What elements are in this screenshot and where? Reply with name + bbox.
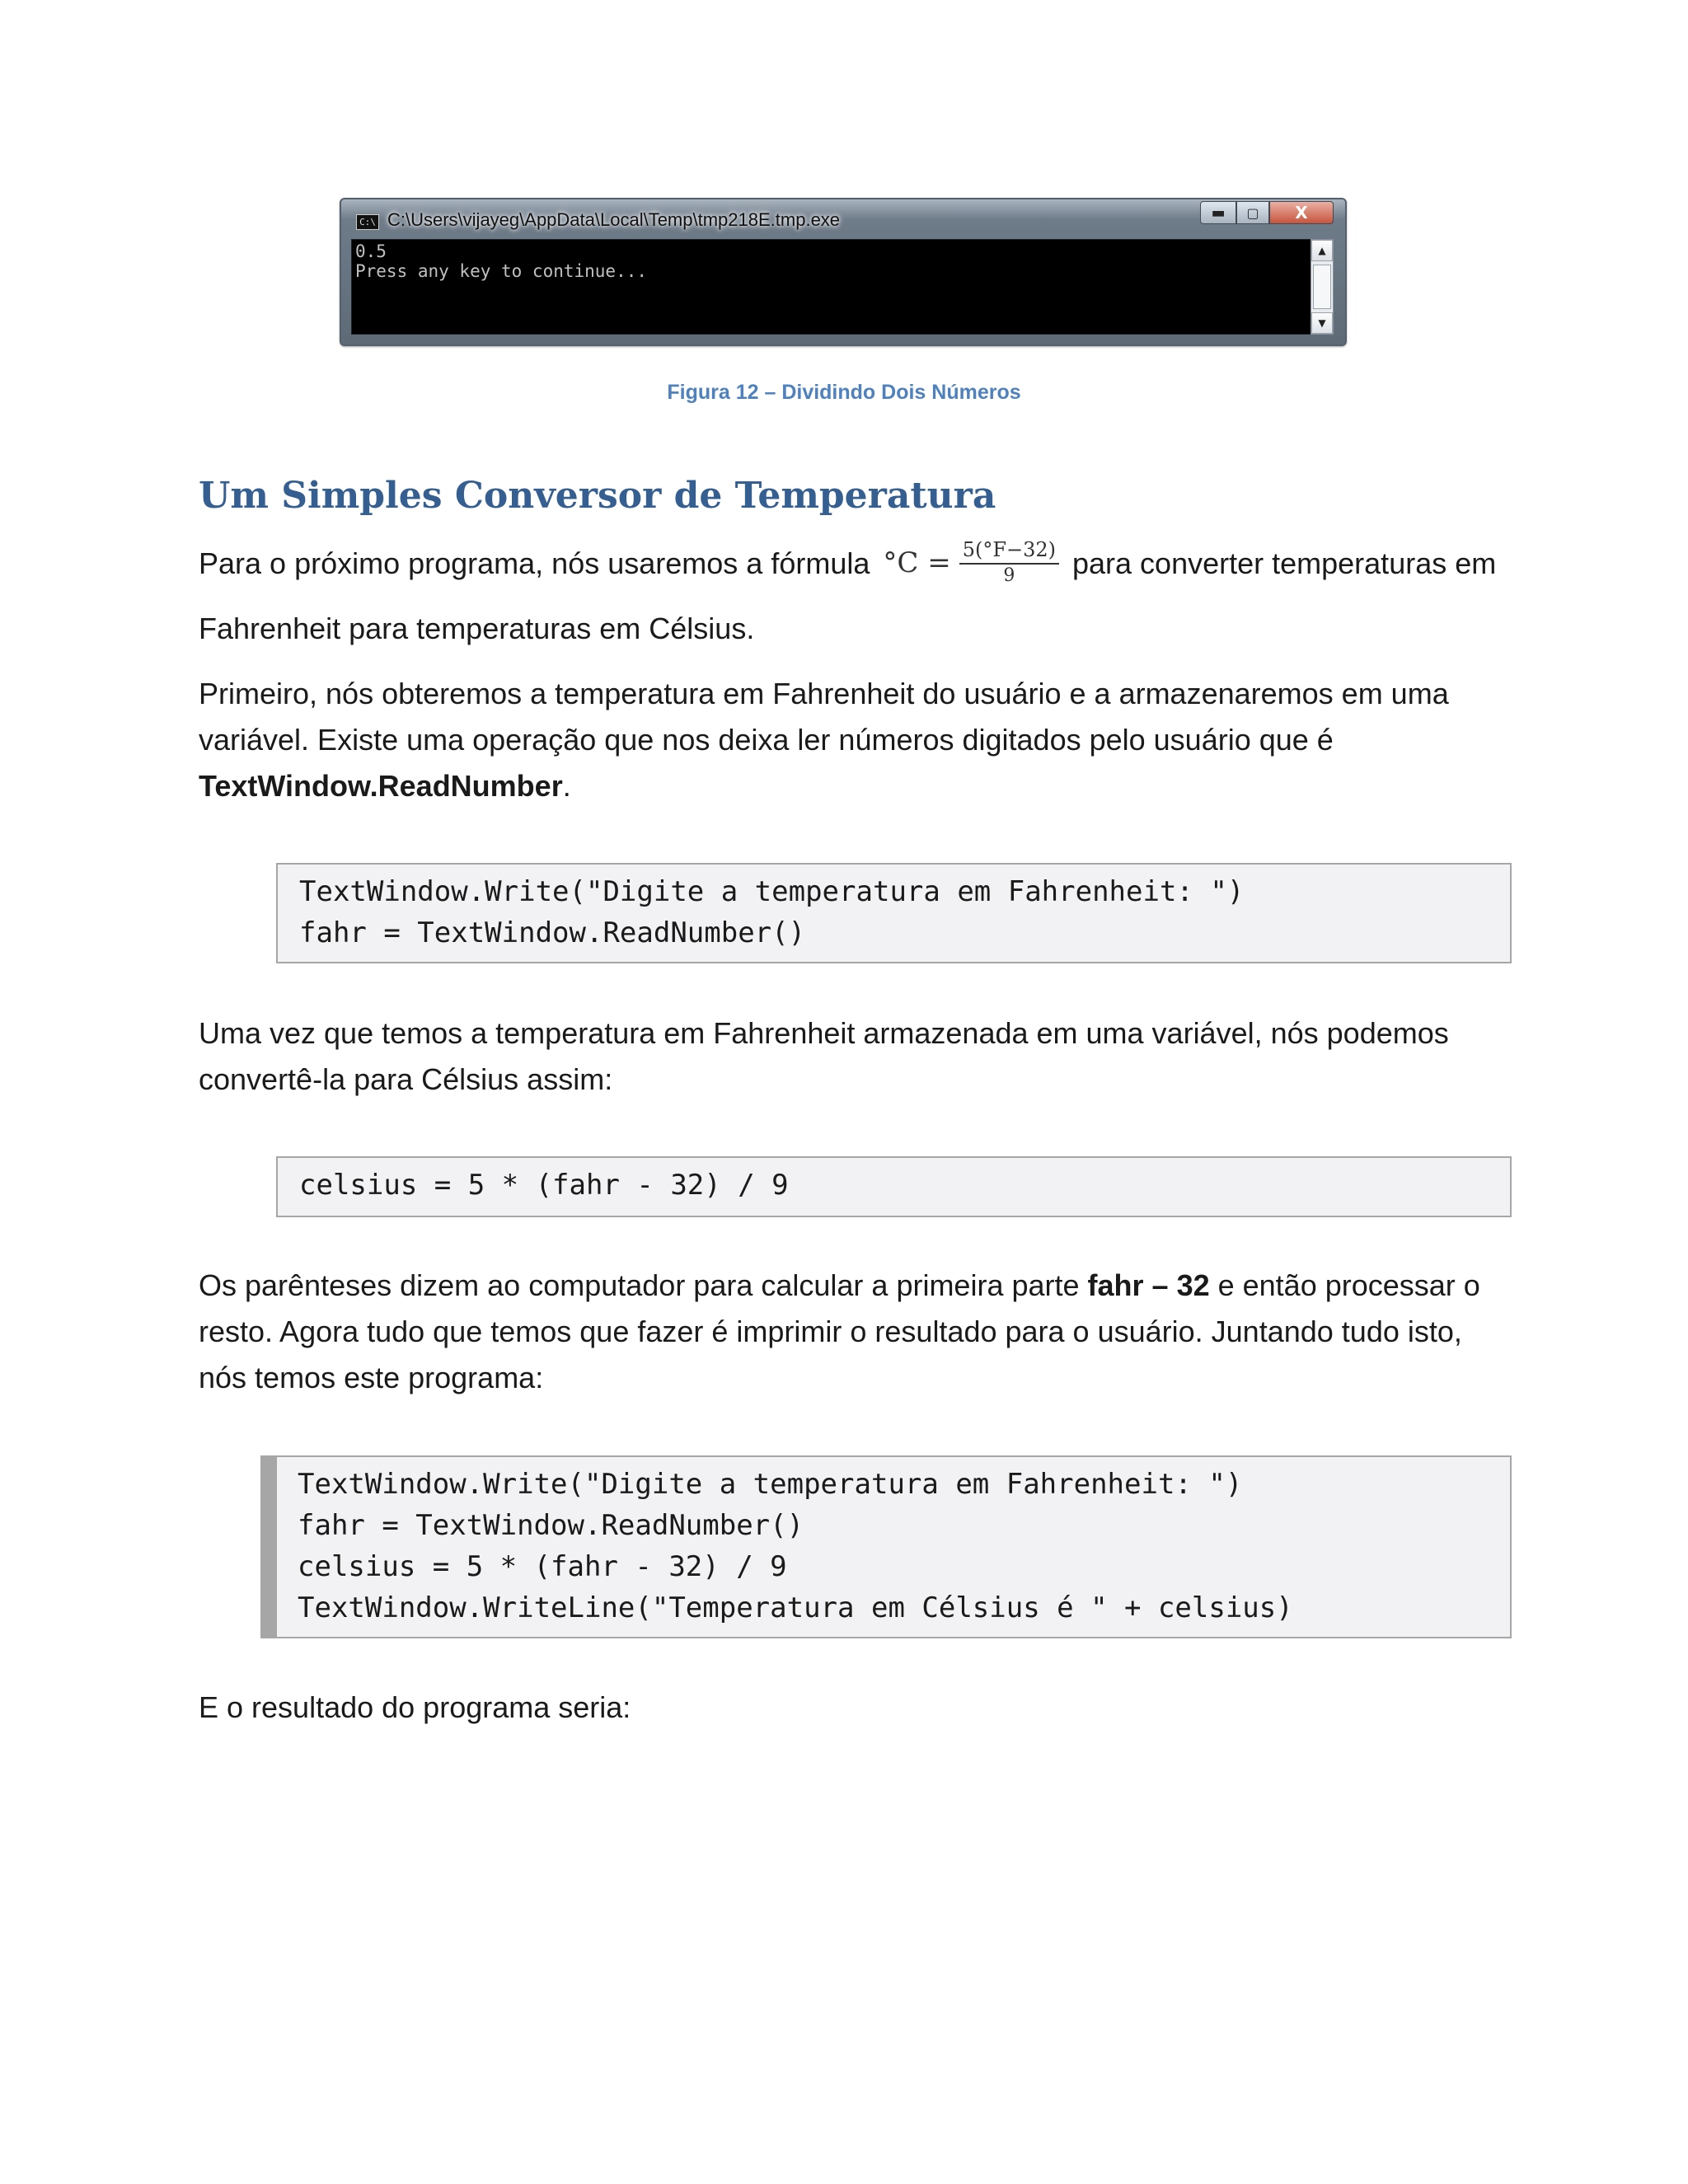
code-line: fahr = TextWindow.ReadNumber() bbox=[299, 916, 806, 949]
paragraph-readnumber bbox=[199, 671, 1501, 809]
paragraph-text: Primeiro, nós obteremos a temperatura em Fahrenheit do usuário e a armazenaremos em uma variável. Existe uma operação que nos deixa ler números digitados pelo usuário que é bbox=[199, 677, 1449, 757]
paragraph-end: . bbox=[562, 769, 571, 803]
inline-code-term: fahr – 32 bbox=[1087, 1268, 1210, 1302]
code-line: celsius = 5 * (fahr - 32) / 9 bbox=[299, 1169, 789, 1202]
code-line: TextWindow.Write("Digite a temperatura em Fahrenheit: ") bbox=[298, 1468, 1243, 1501]
code-block-full-program bbox=[260, 1455, 1512, 1638]
paragraph-result-intro: E o resultado do programa seria: bbox=[199, 1690, 631, 1724]
minimize-icon: ▬ bbox=[1200, 201, 1236, 224]
code-line: TextWindow.Write("Digite a temperatura em Fahrenheit: ") bbox=[299, 875, 1245, 908]
code-line: celsius = 5 * (fahr - 32) / 9 bbox=[298, 1550, 787, 1583]
formula-lhs: °C = bbox=[883, 546, 951, 580]
paragraph-convert: Uma vez que temos a temperatura em Fahrenheit armazenada em uma variável, nós podemos convertê-la para Célsius assim: bbox=[199, 1016, 1449, 1096]
close-icon: X bbox=[1269, 201, 1334, 224]
paragraph-formula-intro bbox=[199, 532, 1501, 660]
paragraph-text: para converter temperaturas em Fahrenheit para temperaturas em Célsius. bbox=[199, 546, 1497, 646]
formula-fraction bbox=[959, 538, 1059, 588]
paragraph-parentheses bbox=[199, 1263, 1501, 1401]
celsius-formula bbox=[883, 530, 1059, 594]
maximize-icon: ▢ bbox=[1236, 201, 1269, 224]
paragraph-text: Os parênteses dizem ao computador para calcular a primeira parte bbox=[199, 1268, 1088, 1302]
code-block-conversion bbox=[276, 1156, 1512, 1217]
console-app-icon: C:\ bbox=[356, 214, 379, 230]
console-window-screenshot bbox=[340, 198, 1347, 346]
formula-denominator: 9 bbox=[1003, 565, 1015, 587]
console-output-text: 0.5 Press any key to continue... bbox=[355, 241, 648, 281]
window-controls bbox=[1200, 201, 1334, 224]
section-heading: Um Simples Conversor de Temperatura bbox=[199, 475, 996, 517]
code-block-read-input bbox=[276, 863, 1512, 963]
scroll-up-icon: ▲ bbox=[1311, 240, 1333, 261]
console-scrollbar bbox=[1311, 239, 1334, 335]
inline-code-term: TextWindow.ReadNumber bbox=[199, 769, 563, 803]
scroll-down-icon: ▼ bbox=[1311, 312, 1333, 334]
console-titlebar bbox=[341, 199, 1345, 237]
figure-caption: Figura 12 – Dividindo Dois Números bbox=[667, 381, 1021, 404]
paragraph-text: e então processar o resto. Agora tudo que temos que fazer é imprimir o resultado para o usuário. Juntando tudo isto, nós temos este programa: bbox=[199, 1268, 1480, 1394]
console-window-title: C:\Users\vijayeg\AppData\Local\Temp\tmp218E.tmp.exe bbox=[387, 209, 841, 230]
code-line: fahr = TextWindow.ReadNumber() bbox=[298, 1509, 804, 1542]
scrollbar-thumb bbox=[1313, 265, 1331, 309]
code-line: TextWindow.WriteLine("Temperatura em Célsius é " + celsius) bbox=[298, 1591, 1293, 1624]
paragraph-text: Para o próximo programa, nós usaremos a fórmula bbox=[199, 546, 870, 580]
formula-numerator: 5(°F−32) bbox=[959, 538, 1059, 565]
console-output-area bbox=[351, 239, 1317, 335]
